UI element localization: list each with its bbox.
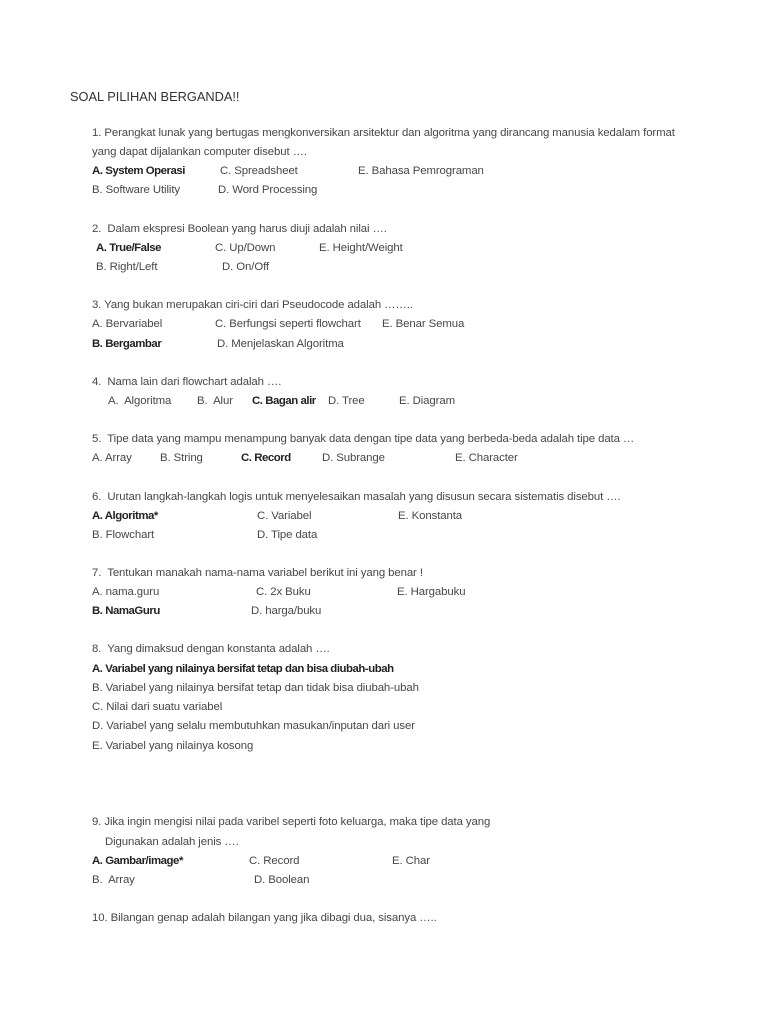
question-2-text: 2. Dalam ekspresi Boolean yang harus diuji adalah nilai …. [92, 223, 387, 235]
question-6-option-c: C. Variabel [257, 510, 312, 522]
question-7-option-b: B. NamaGuru [92, 605, 160, 617]
question-8-option-c: C. Nilai dari suatu variabel [92, 701, 223, 713]
question-1-option-d: D. Word Processing [218, 184, 318, 196]
question-6-text: 6. Urutan langkah-langkah logis untuk menyelesaikan masalah yang disusun secara sistematis disebut …. [92, 491, 621, 503]
question-9-option-b: B. Array [92, 874, 135, 886]
question-3-option-c: C. Berfungsi seperti flowchart [215, 318, 361, 330]
question-3-option-b: B. Bergambar [92, 338, 162, 350]
question-1-option-a: A. System Operasi [92, 165, 186, 177]
question-4-option-b: B. Alur [197, 395, 233, 407]
question-1-text-line-1: 1. Perangkat lunak yang bertugas mengkonversikan arsitektur dan algoritma yang dirancang manusia kedalam format [92, 127, 675, 139]
question-2-option-c: C. Up/Down [215, 242, 276, 254]
question-4-option-e: E. Diagram [399, 395, 455, 407]
question-7-option-a: A. nama.guru [92, 586, 160, 598]
question-6-option-e: E. Konstanta [398, 510, 463, 522]
question-3-option-a: A. Bervariabel [92, 318, 163, 330]
question-4-option-c: C. Bagan alir [252, 395, 316, 407]
question-7-option-c: C. 2x Buku [256, 586, 311, 598]
question-3-option-d: D. Menjelaskan Algoritma [217, 338, 344, 350]
question-3-option-e: E. Benar Semua [382, 318, 465, 330]
question-7-text: 7. Tentukan manakah nama-nama variabel berikut ini yang benar ! [92, 567, 423, 579]
question-4-option-d: D. Tree [328, 395, 365, 407]
question-2-option-a: A. True/False [96, 242, 162, 254]
question-1-option-c: C. Spreadsheet [220, 165, 298, 177]
question-8-option-e: E. Variabel yang nilainya kosong [92, 740, 254, 752]
question-9-text-line-1: 9. Jika ingin mengisi nilai pada varibel seperti foto keluarga, maka tipe data yang [92, 816, 491, 828]
question-4-text: 4. Nama lain dari flowchart adalah …. [92, 376, 282, 388]
question-9-option-e: E. Char [392, 855, 430, 867]
question-5-option-c: C. Record [241, 452, 291, 464]
question-9-option-d: D. Boolean [254, 874, 310, 886]
question-5-option-a: A. Array [92, 452, 132, 464]
question-6-option-a: A. Algoritma* [92, 510, 158, 522]
question-6-option-b: B. Flowchart [92, 529, 155, 541]
question-3-text: 3. Yang bukan merupakan ciri-ciri dari Pseudocode adalah …….. [92, 299, 413, 311]
question-1-option-b: B. Software Utility [92, 184, 180, 196]
question-8-option-b: B. Variabel yang nilainya bersifat tetap dan tidak bisa diubah-ubah [92, 682, 419, 694]
question-1-text-line-2: yang dapat dijalankan computer disebut …. [92, 146, 307, 158]
question-5-text: 5. Tipe data yang mampu menampung banyak data dengan tipe data yang berbeda-beda adalah tipe data … [92, 433, 635, 445]
question-8-text: 8. Yang dimaksud dengan konstanta adalah …. [92, 643, 330, 655]
question-7-option-d: D. harga/buku [251, 605, 322, 617]
question-10-text: 10. Bilangan genap adalah bilangan yang jika dibagi dua, sisanya ….. [92, 912, 437, 924]
question-1-option-e: E. Bahasa Pemrograman [358, 165, 484, 177]
question-2-option-e: E. Height/Weight [319, 242, 403, 254]
question-5-option-b: B. String [160, 452, 203, 464]
question-4-option-a: A. Algoritma [108, 395, 172, 407]
question-8-option-d: D. Variabel yang selalu membutuhkan masukan/inputan dari user [92, 720, 415, 732]
question-8-option-a: A. Variabel yang nilainya bersifat tetap dan bisa diubah-ubah [92, 663, 394, 675]
question-9-text-line-2: Digunakan adalah jenis …. [105, 836, 239, 848]
question-9-option-c: C. Record [249, 855, 300, 867]
question-9-option-a: A. Gambar/image* [92, 855, 183, 867]
question-2-option-b: B. Right/Left [96, 261, 158, 273]
question-2-option-d: D. On/Off [222, 261, 269, 273]
question-6-option-d: D. Tipe data [257, 529, 318, 541]
page-title: SOAL PILIHAN BERGANDA!! [70, 89, 240, 104]
question-5-option-d: D. Subrange [322, 452, 385, 464]
question-7-option-e: E. Hargabuku [397, 586, 466, 598]
question-5-option-e: E. Character [455, 452, 518, 464]
